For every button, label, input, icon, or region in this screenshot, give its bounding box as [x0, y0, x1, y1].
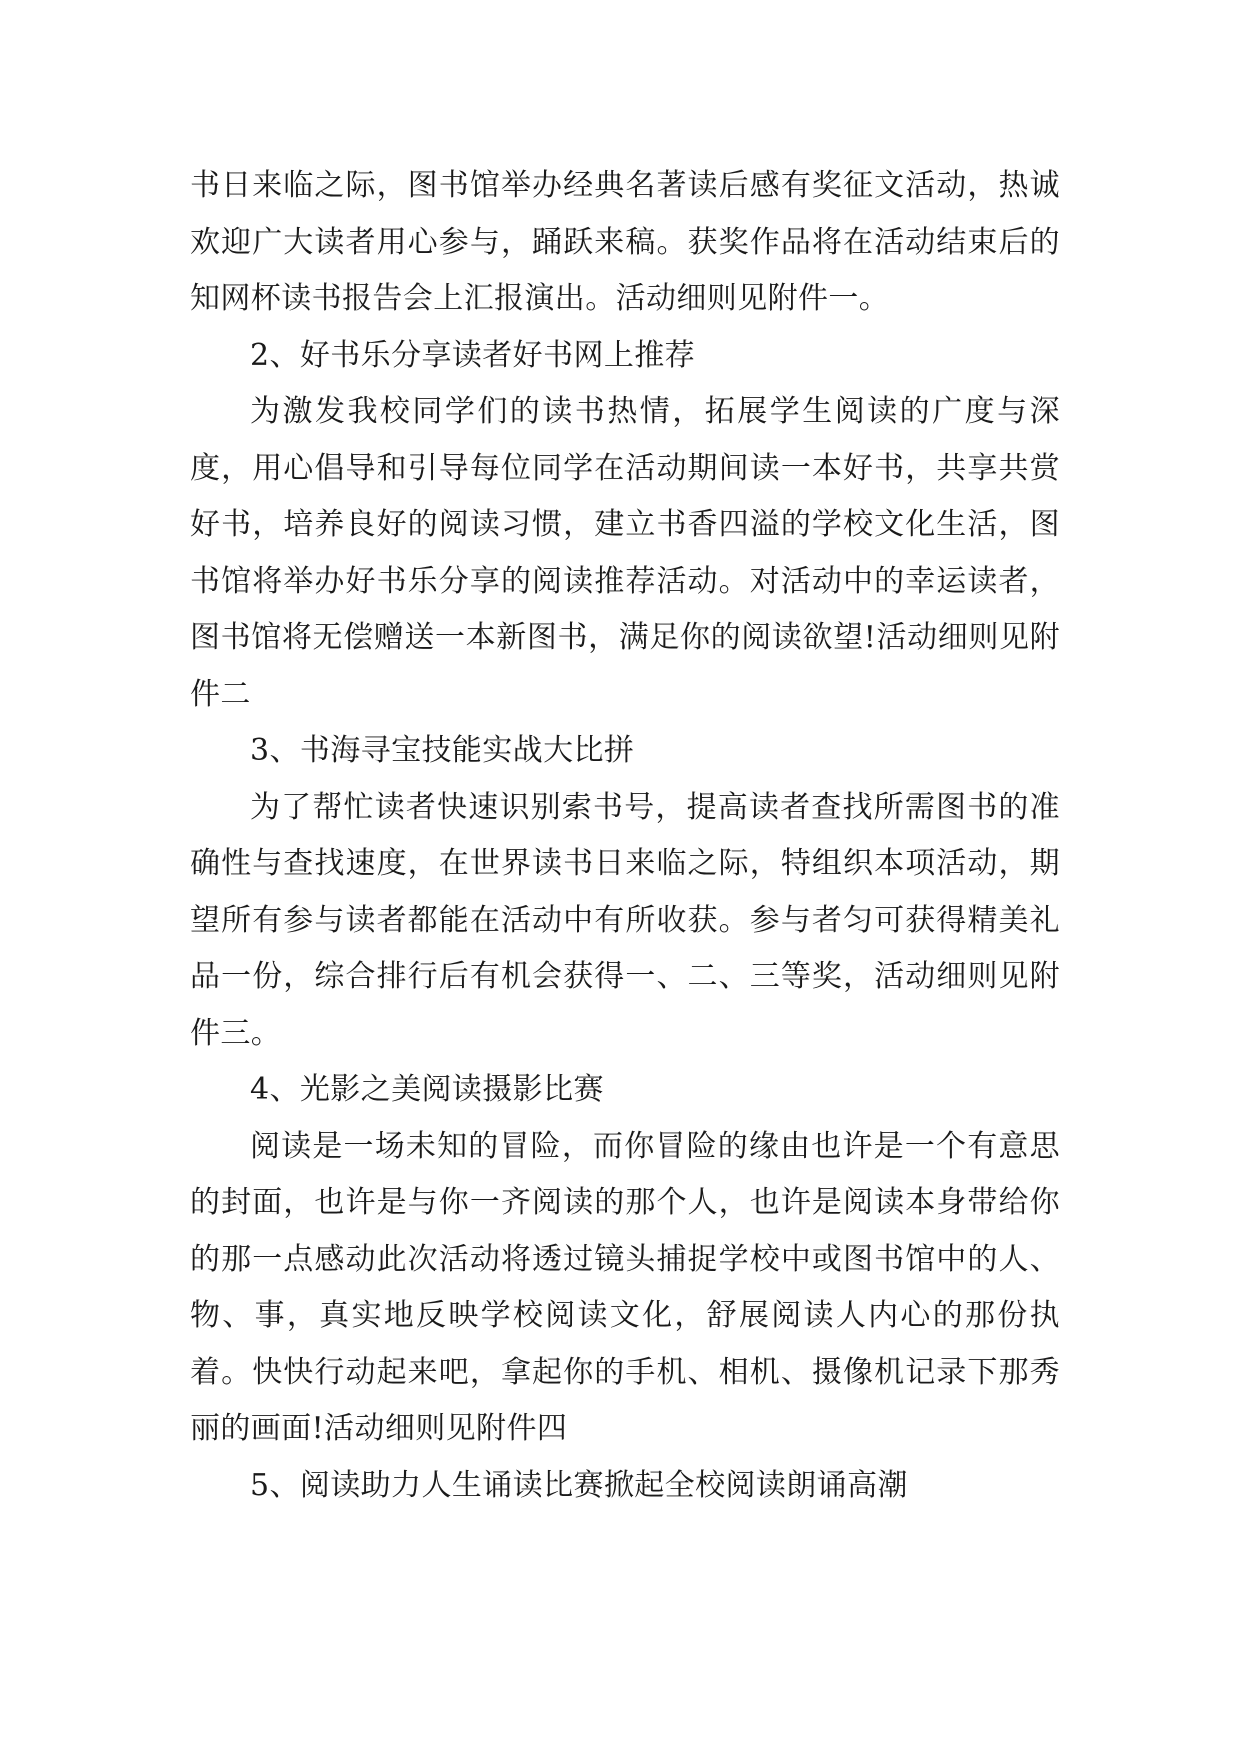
paragraph-treasure-hunt: 为了帮忙读者快速识别索书号，提高读者查找所需图书的准确性与查找速度，在世界读书日来临之际，特组织本项活动，期望所有参与读者都能在活动中有所收获。参与者匀可获得精美礼品一份，综合排行后有机会获得一、二、三等奖，活动细则见附件三。 [190, 789, 1060, 1051]
section-heading-4: 4、光影之美阅读摄影比赛 [250, 1072, 604, 1107]
document-body [190, 158, 1060, 1514]
paragraph-photography: 阅读是一场未知的冒险，而你冒险的缘由也许是一个有意思的封面，也许是与你一齐阅读的那个人，也许是阅读本身带给你的那一点感动此次活动将透过镜头捕捉学校中或图书馆中的人、物、事，真实地反映学校阅读文化，舒展阅读人内心的那份执着。快快行动起来吧，拿起你的手机、相机、摄像机记录下那秀丽的画面!活动细则见附件四 [190, 1128, 1060, 1446]
paragraph-essay-contest-continued: 书日来临之际，图书馆举办经典名著读后感有奖征文活动，热诚欢迎广大读者用心参与，踊跃来稿。获奖作品将在活动结束后的知网杯读书报告会上汇报演出。活动细则见附件一。 [190, 168, 1060, 316]
section-heading-5: 5、阅读助力人生诵读比赛掀起全校阅读朗诵高潮 [250, 1467, 908, 1503]
section-heading-3: 3、书海寻宝技能实战大比拼 [250, 733, 635, 768]
paragraph-book-sharing: 为激发我校同学们的读书热情，拓展学生阅读的广度与深度，用心倡导和引导每位同学在活动期间读一本好书，共享共赏好书，培养良好的阅读习惯，建立书香四溢的学校文化生活，图书馆将举办好书乐分享的阅读推荐活动。对活动中的幸运读者，图书馆将无偿赠送一本新图书，满足你的阅读欲望!活动细则见附件二 [190, 394, 1060, 712]
section-heading-2: 2、好书乐分享读者好书网上推荐 [250, 337, 696, 373]
